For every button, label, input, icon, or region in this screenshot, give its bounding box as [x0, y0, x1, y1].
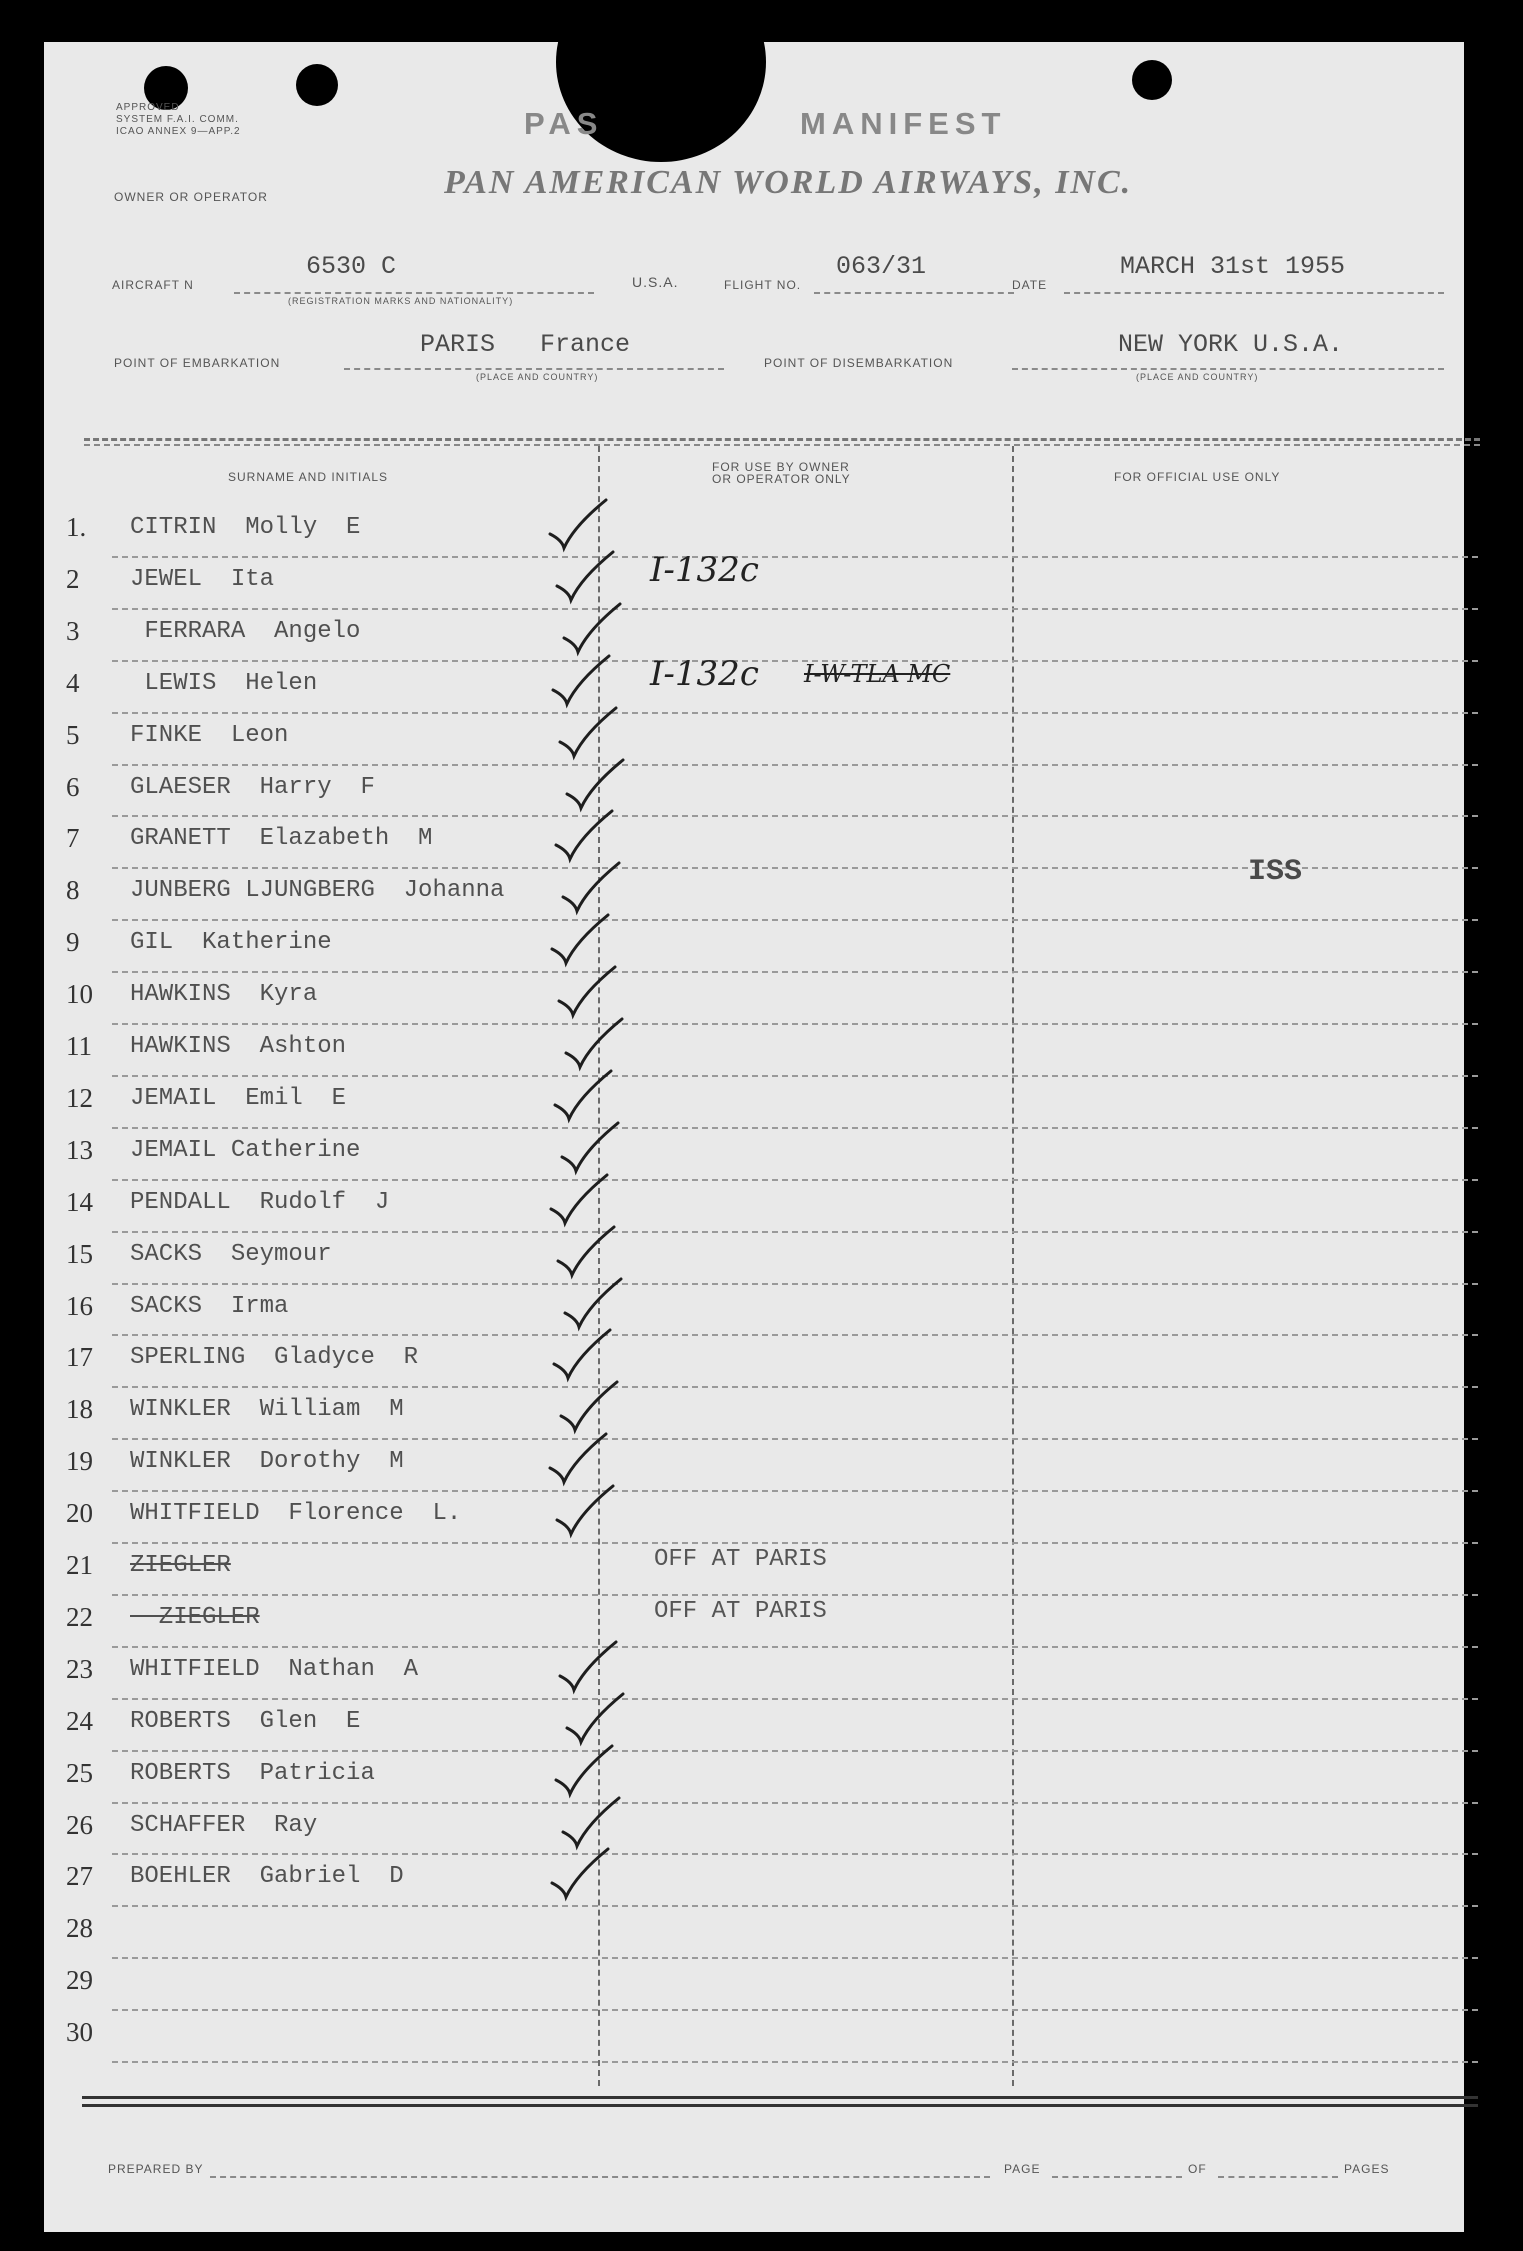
- disembark-label: POINT OF DISEMBARKATION: [764, 356, 954, 370]
- row-number: 9: [66, 927, 80, 957]
- check-mark-icon: [554, 704, 624, 764]
- row-number: 28: [66, 1913, 93, 1943]
- row-line: [112, 1334, 1478, 1336]
- passenger-name: SCHAFFER Ray: [130, 1812, 318, 1839]
- row-line: [112, 712, 1478, 714]
- footer-prepared-line: [210, 2176, 990, 2178]
- aircraft-caption: (REGISTRATION MARKS AND NATIONALITY): [288, 296, 514, 306]
- row-number: 23: [66, 1654, 93, 1684]
- footer-of-line: [1218, 2176, 1338, 2178]
- row-line: [112, 1594, 1478, 1596]
- check-mark-icon: [552, 1223, 622, 1283]
- check-mark-icon: [551, 548, 621, 608]
- row-line: [112, 1386, 1478, 1388]
- title-right: MANIFEST: [800, 106, 1007, 141]
- col-header-official: FOR OFFICIAL USE ONLY: [1114, 470, 1281, 484]
- footer-page-line: [1052, 2176, 1182, 2178]
- row-number: 20: [66, 1498, 93, 1528]
- date-line: [1064, 292, 1444, 294]
- passenger-name: SPERLING Gladyce R: [130, 1344, 419, 1371]
- row-number: 15: [66, 1239, 93, 1269]
- owner-note: OFF AT PARIS: [654, 1598, 827, 1625]
- row-number: 26: [66, 1810, 93, 1840]
- row-line: [112, 2009, 1478, 2011]
- date-label: DATE: [1012, 278, 1048, 292]
- row-number: 5: [66, 720, 80, 750]
- passenger-name: WHITFIELD Florence L.: [130, 1500, 462, 1527]
- passenger-name: SACKS Irma: [130, 1293, 289, 1320]
- row-line: [112, 1542, 1478, 1544]
- row-number: 13: [66, 1135, 93, 1165]
- handwritten-code: I-132c: [650, 550, 759, 590]
- row-number: 27: [66, 1861, 93, 1891]
- row-number: 22: [66, 1602, 93, 1632]
- row-number: 11: [66, 1031, 92, 1061]
- row-number: 17: [66, 1342, 93, 1372]
- embark-value: PARIS France: [420, 330, 631, 359]
- check-mark-icon: [548, 1326, 618, 1386]
- footer-of: OF: [1188, 2162, 1207, 2176]
- passenger-name: JEMAIL Catherine: [130, 1137, 361, 1164]
- embark-line: [344, 368, 724, 370]
- check-mark-icon: [555, 1378, 625, 1438]
- check-mark-icon: [557, 859, 627, 919]
- check-mark-icon: [544, 1430, 614, 1490]
- check-mark-icon: [561, 1690, 631, 1750]
- row-line: [112, 815, 1478, 817]
- row-number: 29: [66, 1965, 93, 1995]
- passenger-name: ZIEGLER: [130, 1604, 260, 1631]
- row-line: [112, 1179, 1478, 1181]
- punch-hole-center-left: [296, 64, 338, 106]
- owner-label: OWNER OR OPERATOR: [114, 190, 268, 204]
- row-number: 25: [66, 1758, 93, 1788]
- row-number: 10: [66, 979, 93, 1009]
- row-line: [112, 1283, 1478, 1285]
- passenger-name: HAWKINS Kyra: [130, 981, 318, 1008]
- check-mark-icon: [545, 1171, 615, 1231]
- passenger-name: BOEHLER Gabriel D: [130, 1863, 404, 1890]
- row-number: 4: [66, 668, 80, 698]
- approval-stamp-line-1: APPROVED: [116, 102, 180, 113]
- check-mark-icon: [546, 1845, 616, 1905]
- check-mark-icon: [551, 1482, 621, 1542]
- passenger-name: JUNBERG LJUNGBERG Johanna: [130, 877, 505, 904]
- passenger-name: WINKLER Dorothy M: [130, 1448, 404, 1475]
- row-line: [112, 2061, 1478, 2063]
- embark-label: POINT OF EMBARKATION: [114, 356, 281, 370]
- table-bottom-border: [82, 2096, 1478, 2099]
- passenger-name: WHITFIELD Nathan A: [130, 1656, 419, 1683]
- owner-note: OFF AT PARIS: [654, 1546, 827, 1573]
- passenger-name: SACKS Seymour: [130, 1241, 332, 1268]
- row-line: [112, 1231, 1478, 1233]
- embark-caption: (PLACE AND COUNTRY): [476, 372, 599, 382]
- table-bottom-border-2: [82, 2104, 1478, 2107]
- passenger-name: HAWKINS Ashton: [130, 1033, 347, 1060]
- check-mark-icon: [546, 911, 616, 971]
- check-mark-icon: [550, 1742, 620, 1802]
- row-number: 6: [66, 772, 80, 802]
- manifest-sheet: [44, 42, 1464, 2232]
- disembark-value: NEW YORK U.S.A.: [1118, 330, 1344, 359]
- passenger-name: FERRARA Angelo: [130, 618, 361, 645]
- passenger-name: ZIEGLER: [130, 1552, 231, 1579]
- disembark-line: [1012, 368, 1444, 370]
- check-mark-icon: [558, 600, 628, 660]
- passenger-name: CITRIN Molly E: [130, 514, 361, 541]
- handwritten-struck-code: I-W-TLA MC: [804, 660, 951, 688]
- row-line: [112, 1646, 1478, 1648]
- check-mark-icon: [547, 652, 617, 712]
- row-line: [112, 1802, 1478, 1804]
- passenger-name: ROBERTS Patricia: [130, 1760, 375, 1787]
- row-line: [112, 1905, 1478, 1907]
- check-mark-icon: [553, 963, 623, 1023]
- owner-value: PAN AMERICAN WORLD AIRWAYS, INC.: [444, 164, 1133, 201]
- passenger-name: JEWEL Ita: [130, 566, 275, 593]
- row-line: [112, 556, 1478, 558]
- table-top-border: [84, 438, 1480, 441]
- punch-hole-right: [1132, 60, 1172, 100]
- row-line: [112, 1075, 1478, 1077]
- row-number: 19: [66, 1446, 93, 1476]
- check-mark-icon: [544, 496, 614, 556]
- row-line: [112, 1438, 1478, 1440]
- row-line: [112, 1023, 1478, 1025]
- check-mark-icon: [554, 1638, 624, 1698]
- row-line: [112, 971, 1478, 973]
- row-number: 30: [66, 2017, 93, 2047]
- row-line: [112, 919, 1478, 921]
- passenger-name: GIL Katherine: [130, 929, 332, 956]
- row-line: [112, 1957, 1478, 1959]
- title-left: PAS: [524, 106, 604, 141]
- flight-value: 063/31: [836, 252, 927, 281]
- row-number: 7: [66, 823, 80, 853]
- row-number: 1.: [66, 512, 87, 542]
- aircraft-line: [234, 292, 594, 294]
- passenger-name: GLAESER Harry F: [130, 774, 375, 801]
- row-line: [112, 1853, 1478, 1855]
- column-divider-2: [1012, 446, 1014, 2086]
- row-number: 16: [66, 1291, 93, 1321]
- passenger-name: ROBERTS Glen E: [130, 1708, 361, 1735]
- row-line: [112, 764, 1478, 766]
- row-line: [112, 1490, 1478, 1492]
- row-line: [112, 660, 1478, 662]
- col-header-owner-use-2: OR OPERATOR ONLY: [712, 472, 851, 486]
- row-number: 3: [66, 616, 80, 646]
- row-number: 24: [66, 1706, 93, 1736]
- row-number: 8: [66, 875, 80, 905]
- disembark-caption: (PLACE AND COUNTRY): [1136, 372, 1259, 382]
- passenger-name: GRANETT Elazabeth M: [130, 825, 433, 852]
- row-line: [112, 1698, 1478, 1700]
- date-value: MARCH 31st 1955: [1120, 252, 1346, 281]
- approval-stamp-line-2: SYSTEM F.A.I. COMM.: [116, 114, 239, 125]
- passenger-name: FINKE Leon: [130, 722, 289, 749]
- row-number: 21: [66, 1550, 93, 1580]
- row-number: 14: [66, 1187, 93, 1217]
- check-mark-icon: [550, 807, 620, 867]
- footer-pages: PAGES: [1344, 2162, 1390, 2176]
- flight-line: [814, 292, 1014, 294]
- passenger-name: WINKLER William M: [130, 1396, 404, 1423]
- check-mark-icon: [556, 1119, 626, 1179]
- row-number: 2: [66, 564, 80, 594]
- approval-stamp-line-3: ICAO ANNEX 9—APP.2: [116, 126, 241, 137]
- aircraft-value: 6530 C: [306, 252, 397, 281]
- row-line: [112, 1750, 1478, 1752]
- passenger-name: PENDALL Rudolf J: [130, 1189, 390, 1216]
- row-number: 18: [66, 1394, 93, 1424]
- footer-prepared-by: PREPARED BY: [108, 2162, 204, 2176]
- usa-label: U.S.A.: [632, 274, 679, 290]
- footer-page: PAGE: [1004, 2162, 1041, 2176]
- col-header-owner-use-1: FOR USE BY OWNER: [712, 460, 850, 474]
- handwritten-code: I-132c: [650, 654, 759, 694]
- flight-label: FLIGHT NO.: [724, 278, 802, 292]
- official-use-mark: ISS: [1248, 855, 1303, 889]
- row-line: [112, 608, 1478, 610]
- check-mark-icon: [549, 1067, 619, 1127]
- col-header-surname: SURNAME AND INITIALS: [228, 470, 389, 484]
- row-number: 12: [66, 1083, 93, 1113]
- row-line: [112, 1127, 1478, 1129]
- table-top-border-2: [84, 444, 1480, 446]
- passenger-name: JEMAIL Emil E: [130, 1085, 347, 1112]
- aircraft-label: AIRCRAFT N: [112, 278, 194, 292]
- check-mark-icon: [560, 1015, 630, 1075]
- passenger-name: LEWIS Helen: [130, 670, 318, 697]
